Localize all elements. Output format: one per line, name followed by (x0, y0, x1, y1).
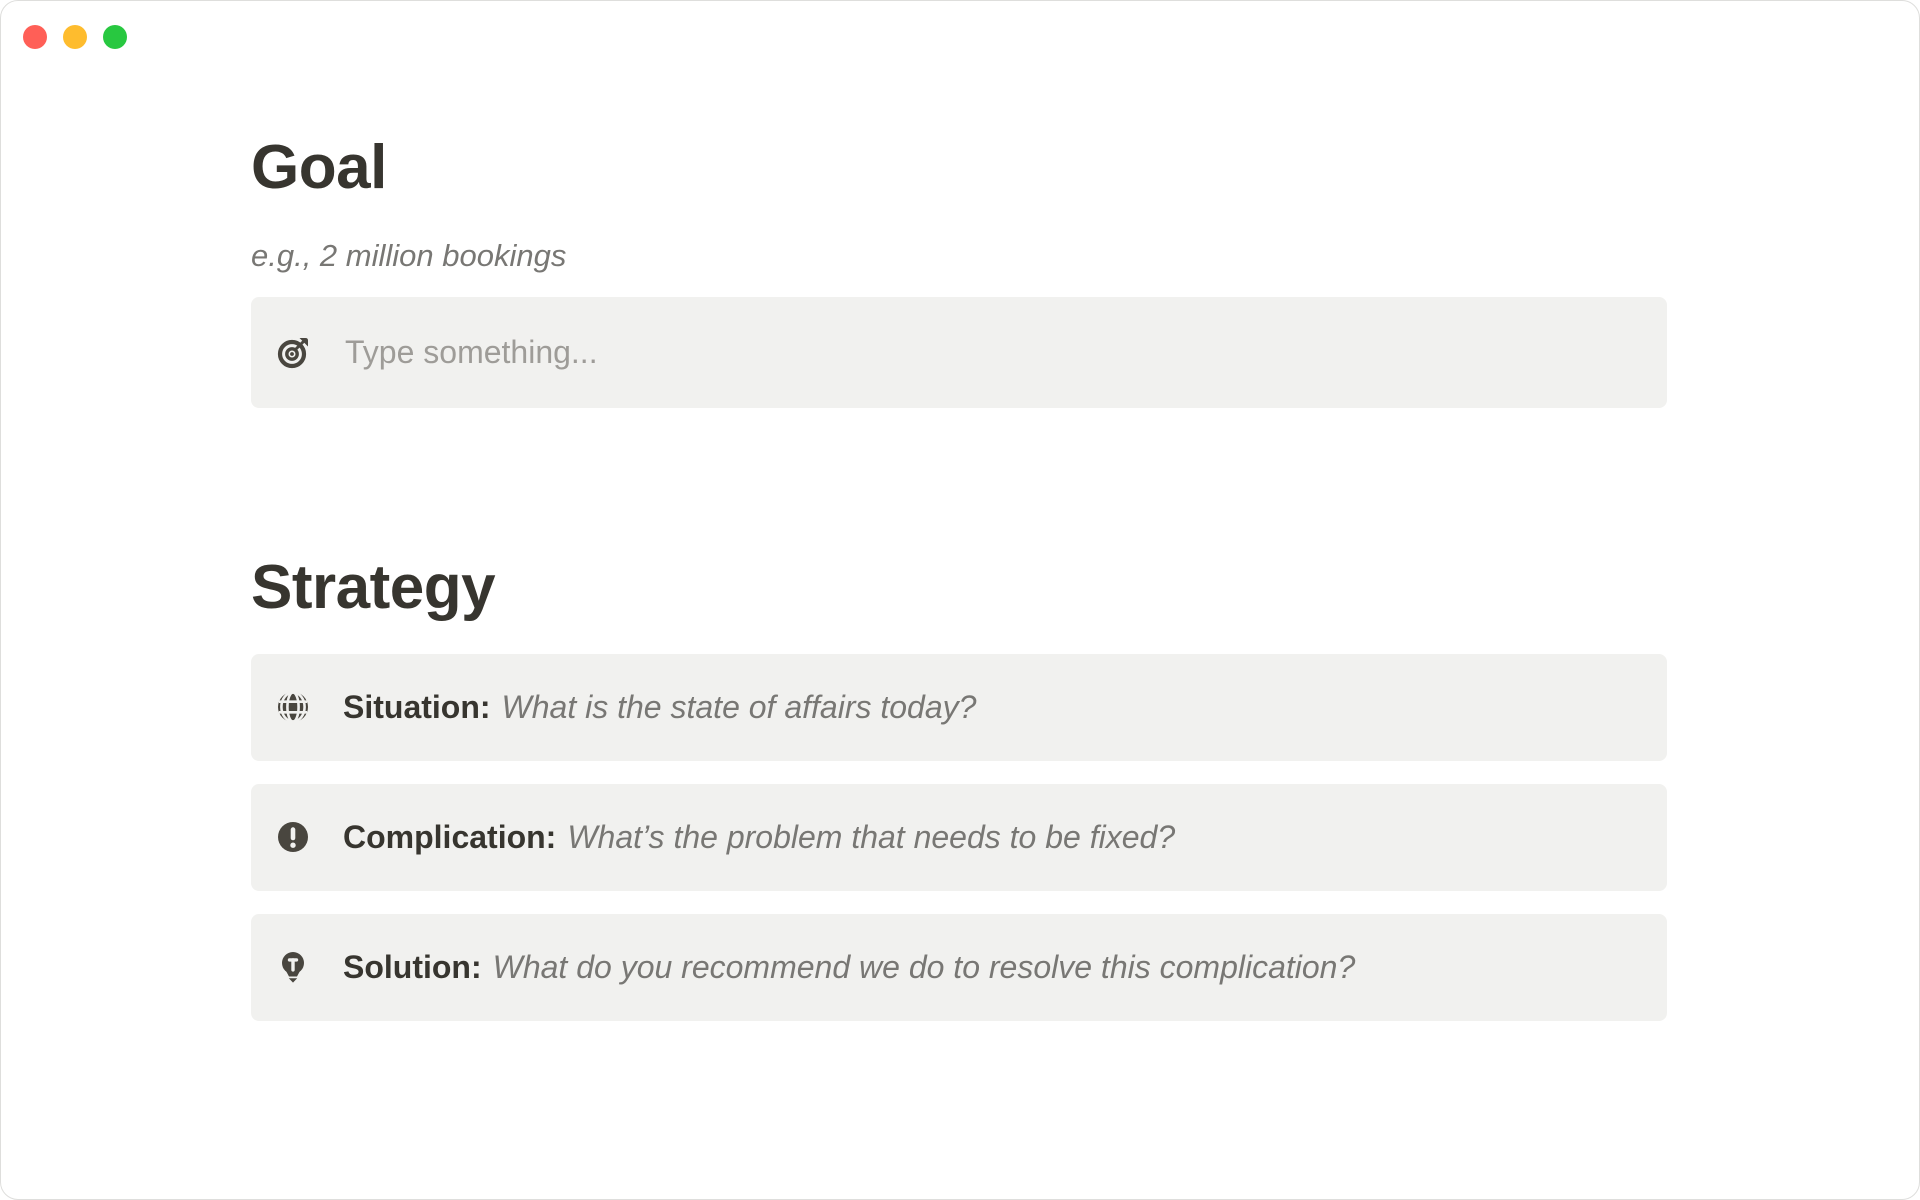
goal-input-box[interactable] (251, 297, 1667, 408)
goal-input[interactable] (345, 334, 1639, 371)
goal-heading: Goal (251, 133, 387, 202)
situation-row[interactable] (251, 654, 1667, 761)
strategy-heading: Strategy (251, 552, 496, 622)
solution-text (343, 948, 1355, 986)
situation-text (343, 688, 976, 726)
situation-question: What is the state of affairs today? (501, 689, 977, 726)
target-icon (277, 335, 311, 369)
close-button[interactable] (23, 25, 47, 49)
situation-label: Situation: (343, 689, 491, 726)
complication-question: What’s the problem that needs to be fixed? (567, 819, 1176, 856)
complication-text (343, 818, 1175, 856)
alert-icon (277, 821, 309, 853)
globe-icon (277, 691, 309, 723)
zoom-button[interactable] (103, 25, 127, 49)
lightbulb-icon (277, 951, 309, 983)
goal-hint: e.g., 2 million bookings (251, 238, 567, 273)
complication-label: Complication: (343, 819, 557, 856)
solution-label: Solution: (343, 949, 482, 986)
complication-row[interactable] (251, 784, 1667, 891)
minimize-button[interactable] (63, 25, 87, 49)
solution-question: What do you recommend we do to resolve this complication? (492, 949, 1356, 986)
window-controls (23, 25, 127, 49)
solution-row[interactable] (251, 914, 1667, 1021)
document-content (1, 1, 1919, 1021)
